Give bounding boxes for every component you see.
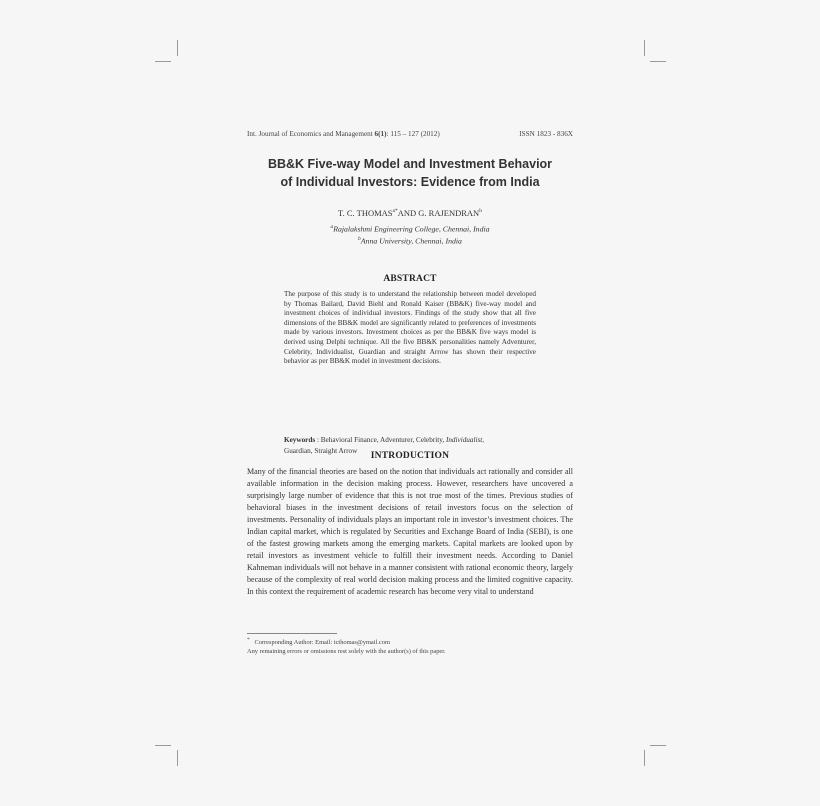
- author-connector: AND: [397, 208, 419, 218]
- abstract-body: The purpose of this study is to understand the relationship between model developed by Thomas Bailard, David Biehl and Ronald Kaiser (BB&K) five-way model and investment choices of individual investors. Findings of the study show that all five dimensions of the BB&K model are significantly related to preferences of investments made by various investors. Investment choices as per the BB&K five ways model is derived using Delphi technique. All the five BB&K personalities namely Adventurer, Celebrity, Individualist, Guardian and straight Arrow has shown their respective behavior as per BB&K model in investment decisions.: [284, 290, 536, 366]
- crop-mark: [650, 61, 666, 62]
- author-superscript: b: [479, 208, 482, 215]
- journal-volume: 6(1): [374, 130, 387, 138]
- author-list: [230, 208, 590, 218]
- crop-mark: [177, 40, 178, 56]
- footnote-rule: [247, 633, 337, 634]
- crop-mark: [177, 750, 178, 766]
- journal-header: [247, 130, 573, 138]
- journal-name: Int. Journal of Economics and Management: [247, 130, 373, 138]
- keywords-label: Keywords: [284, 436, 316, 444]
- paper-title: [230, 155, 590, 191]
- introduction-heading: INTRODUCTION: [370, 451, 450, 461]
- journal-pages: : 115 – 127 (2012): [386, 130, 440, 138]
- footnote-text: Corresponding Author: Email: tcthomas@ymail.com: [254, 639, 390, 647]
- abstract-heading: ABSTRACT: [383, 274, 437, 284]
- affiliation-superscript: b: [358, 236, 361, 242]
- crop-mark: [155, 745, 171, 746]
- affiliation-text: Rajalakshmi Engineering College, Chennai, India: [333, 224, 490, 234]
- introduction-body: Many of the financial theories are based on the notion that individuals act rationally and consider all available information in the decision making process. However, researchers have uncovered a surprisingly large number of evidence that this is not true most of the times. Previous studies of behavioral biases in the investment decisions of retail investors focus on the selection of investments. Personality of individuals plays an important role in investor’s investment choices. The Indian capital market, which is regulated by Securities and Exchange Board of India (SEBI), is one of the fastest growing markets among the emerging markets. Capital markets are looked upon by retail investors as investment vehicle to fulfill their investment needs. According to Daniel Kahneman individuals will not behave in a manner consistent with rational economic theory, largely because of the complexity of real world decision making process and the limited cognitive capacity. In this context the requirement of academic research has become very vital to understand: [247, 467, 573, 597]
- crop-mark: [155, 61, 171, 62]
- affiliation-superscript: a: [330, 224, 334, 230]
- author-superscript: a*: [392, 208, 398, 215]
- affiliation: [230, 236, 590, 246]
- crop-mark: [644, 750, 645, 766]
- keywords-text: : Behavioral Finance, Adventurer, Celebrity,: [316, 436, 445, 444]
- footnote-mark: *: [247, 637, 250, 643]
- journal-issn: ISSN 1823 - 836X: [519, 130, 573, 138]
- footnote-disclaimer: Any remaining errors or omissions rest solely with the author(s) of this paper.: [247, 648, 446, 655]
- crop-mark: [650, 745, 666, 746]
- affiliation: [230, 224, 590, 234]
- crop-mark: [644, 40, 645, 56]
- footnote-corresponding: [247, 637, 573, 646]
- keywords-text: Guardian, Straight Arrow: [284, 446, 358, 455]
- author-name: T. C. THOMAS: [338, 208, 393, 218]
- author-name: G. RAJENDRAN: [418, 208, 480, 218]
- paper-title-line2: of Individual Investors: Evidence from India: [280, 175, 540, 189]
- affiliation-text: Anna University, Chennai, India: [360, 236, 462, 246]
- paper-title-line1: BB&K Five-way Model and Investment Behavior: [267, 157, 553, 171]
- keywords-italic: Individualist,: [445, 436, 485, 444]
